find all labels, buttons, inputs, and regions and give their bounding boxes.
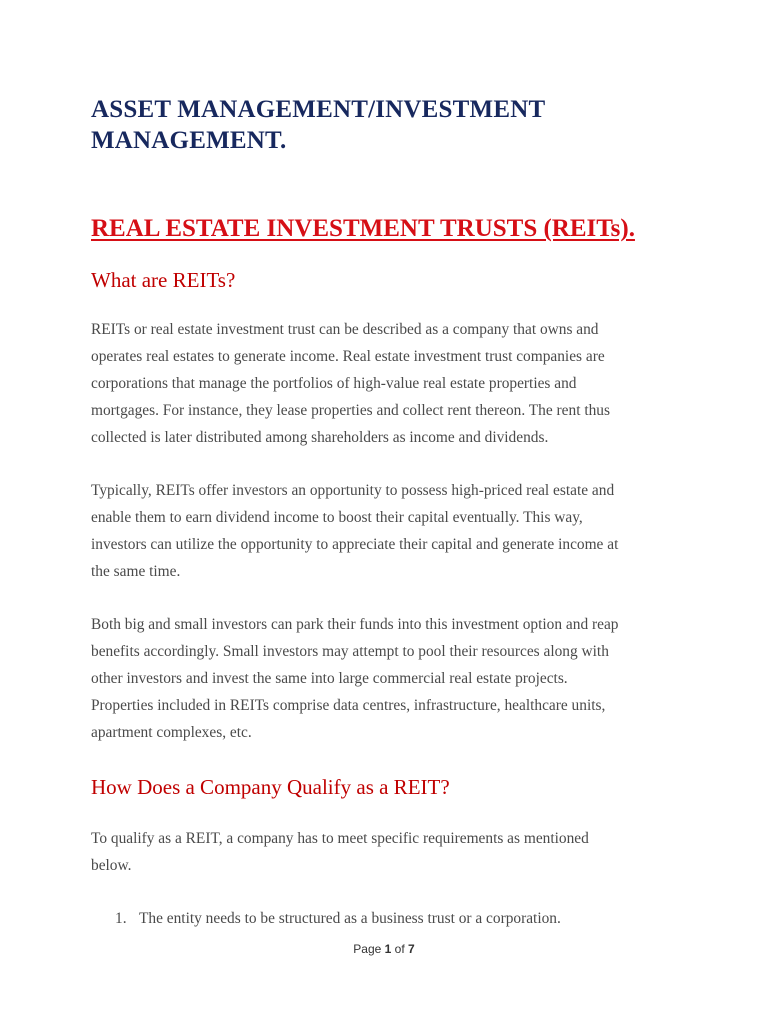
- paragraph-line: To qualify as a REIT, a company has to meet specific requirements as mentioned: [91, 830, 589, 847]
- paragraph-line: investors can utilize the opportunity to appreciate their capital and generate income at: [91, 536, 619, 553]
- paragraph-line: operates real estates to generate income. Real estate investment trust companies are: [91, 348, 605, 365]
- paragraph-line: below.: [91, 857, 132, 874]
- footer-page-word: Page: [353, 942, 382, 956]
- paragraph-line: mortgages. For instance, they lease properties and collect rent thereon. The rent thus: [91, 402, 610, 419]
- paragraph-line: benefits accordingly. Small investors may attempt to pool their resources along with: [91, 643, 609, 660]
- main-title: [91, 94, 711, 156]
- paragraph-1: [91, 316, 681, 451]
- paragraph-line: Typically, REITs offer investors an opportunity to possess high-priced real estate and: [91, 482, 615, 499]
- list-item-text: The entity needs to be structured as a business trust or a corporation.: [139, 910, 561, 927]
- paragraph-line: REITs or real estate investment trust can be described as a company that owns and: [91, 321, 599, 338]
- paragraph-line: other investors and invest the same into large commercial real estate projects.: [91, 670, 568, 687]
- paragraph-line: corporations that manage the portfolios of high-value real estate properties and: [91, 375, 577, 392]
- list-item: [91, 905, 561, 932]
- paragraph-line: enable them to earn dividend income to boost their capital eventually. This way,: [91, 509, 583, 526]
- paragraph-line: apartment complexes, etc.: [91, 724, 252, 741]
- footer-current-page: 1: [384, 942, 392, 956]
- heading-how-qualify: How Does a Company Qualify as a REIT?: [91, 775, 450, 799]
- paragraph-2: [91, 477, 681, 585]
- heading-what-are-reits: What are REITs?: [91, 268, 236, 292]
- requirements-list: [91, 905, 561, 932]
- paragraph-line: Properties included in REITs comprise data centres, infrastructure, healthcare units,: [91, 697, 606, 714]
- paragraph-line: Both big and small investors can park their funds into this investment option and reap: [91, 616, 619, 633]
- footer-total-pages: 7: [408, 942, 415, 956]
- paragraph-line: collected is later distributed among shareholders as income and dividends.: [91, 429, 549, 446]
- page-footer: [0, 942, 768, 956]
- paragraph-line: the same time.: [91, 563, 181, 580]
- list-item-number: 1.: [115, 910, 127, 927]
- paragraph-4: [91, 825, 681, 879]
- paragraph-3: [91, 611, 681, 746]
- section-title: REAL ESTATE INVESTMENT TRUSTS (REITs).: [91, 215, 635, 242]
- main-title-line2: MANAGEMENT.: [91, 127, 287, 154]
- footer-of-word: of: [394, 942, 405, 956]
- main-title-line1: ASSET MANAGEMENT/INVESTMENT: [91, 96, 546, 123]
